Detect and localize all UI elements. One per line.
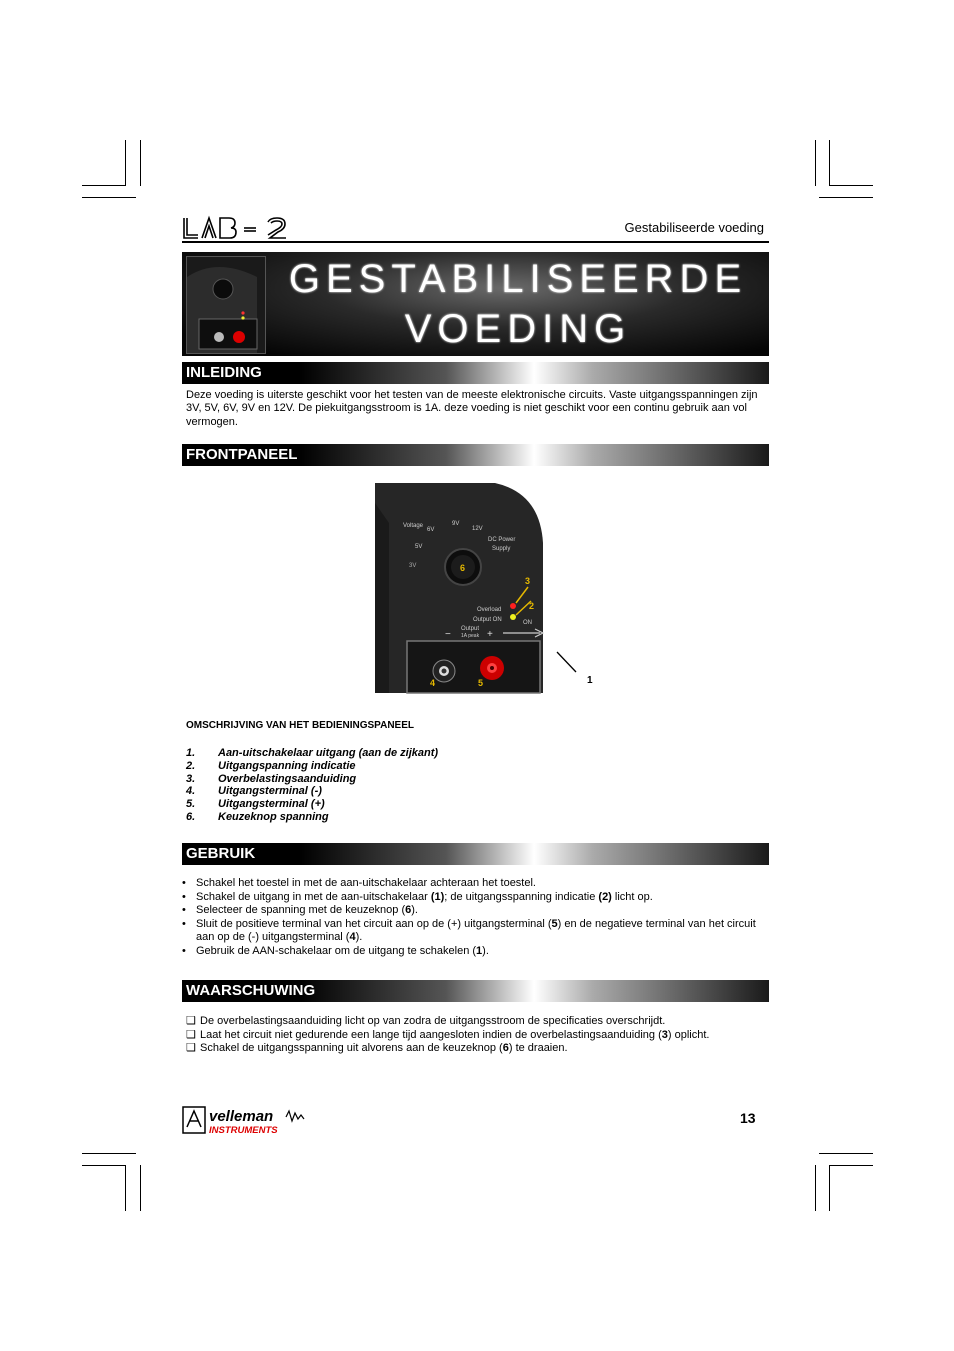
svg-text:velleman: velleman (209, 1108, 274, 1125)
panel-items-list (186, 747, 438, 824)
label-peak: 1A peak (461, 633, 480, 639)
callout-5: 5 (478, 678, 484, 688)
list-item: 6. Keuzeknop spanning (186, 810, 329, 823)
callout-1-pointer (552, 648, 602, 688)
callout-1: 1 (587, 675, 593, 686)
label-overload: Overload (477, 607, 502, 613)
list-item: 1. Aan-uitschakelaar uitgang (aan de zijkant) (186, 747, 439, 759)
label-6v: 6V (427, 527, 435, 533)
list-item: ❑ Laat het circuit niet gedurende een lange tijd aangesloten indien de overbelastingsaanduiding (3) oplicht. (186, 1028, 710, 1041)
header-rule (182, 241, 769, 243)
svg-text:INSTRUMENTS: INSTRUMENTS (209, 1125, 278, 1136)
label-output: Output (461, 626, 480, 632)
label-output-on: Output ON (473, 617, 502, 623)
lab2-logo (182, 214, 292, 242)
section-heading-warning: WAARSCHUWING (182, 980, 769, 1002)
label-supply: Supply (492, 546, 511, 552)
panel-description-title: OMSCHRIJVING VAN HET BEDIENINGSPANEEL (186, 720, 414, 731)
checkbox-icon: ❑ (186, 1042, 196, 1055)
checkbox-icon: ❑ (186, 1015, 196, 1027)
banner-product-thumbnail (186, 256, 266, 354)
list-item: • Selecteer de spanning met de keuzeknop (6). (182, 904, 418, 917)
title-banner (182, 252, 769, 356)
page-number: 13 (740, 1110, 756, 1126)
label-on: ON (523, 620, 532, 626)
list-item: • Gebruik de AAN-schakelaar om de uitgang te schakelen (1). (182, 944, 489, 957)
label-dc-power: DC Power (488, 537, 516, 543)
section-heading-front: FRONTPANEEL (182, 444, 769, 466)
list-item: 2. Uitgangspanning indicatie (186, 759, 356, 772)
checkbox-icon: ❑ (186, 1028, 196, 1041)
label-minus: − (445, 629, 451, 640)
list-item: 3. Overbelastingsaanduiding (186, 772, 357, 785)
label-12v: 12V (472, 526, 483, 532)
list-item: 4. Uitgangsterminal (-) (186, 785, 322, 798)
warning-list (186, 1015, 776, 1056)
callout-3: 3 (525, 576, 531, 586)
callout-6: 6 (460, 563, 466, 573)
label-voltage: Voltage (403, 523, 424, 529)
list-item: • Schakel het toestel in met de aan-uitschakelaar achteraan het toestel. (182, 877, 536, 889)
list-item: ❑ Schakel de uitgangsspanning uit alvorens aan de keuzeknop (6) te draaien. (186, 1042, 568, 1055)
label-3v: 3V (409, 563, 417, 569)
front-panel-photo (375, 483, 546, 703)
intro-text: Deze voeding is uiterste geschikt voor het testen van de meeste elektronische circuits. Vaste uitgangsspanningen zijn 3V, 5V, 6V, 9V en 12V. De piekuitgangsstroom is 1A. deze voeding is niet geschikt voor een continu gebruik aan vol vermogen. (186, 389, 758, 428)
callout-2: 2 (529, 601, 535, 611)
usage-list (182, 877, 772, 959)
label-plus: + (487, 629, 493, 640)
section-heading-usage: GEBRUIK (182, 843, 769, 865)
running-title: Gestabiliseerde voeding (624, 220, 764, 235)
banner-title: GESTABILISEERDE VOEDING (288, 257, 748, 351)
velleman-instruments-logo (182, 1105, 317, 1137)
list-item: • Schakel de uitgang in met de aan-uitschakelaar (1); de uitgangsspanning indicatie (2) licht op. (182, 890, 653, 903)
list-item: • Sluit de positieve terminal van het circuit aan op de (+) uitgangsterminal (5) en de negatieve terminal van het circuit aan op de (-) uitgangsterminal (4). (182, 917, 756, 944)
list-item: 5. Uitgangsterminal (+) (186, 798, 325, 811)
section-heading-intro: INLEIDING (182, 362, 769, 384)
list-item: ❑ De overbelastingsaanduiding licht op van zodra de uitgangsstroom de specificaties overschrijdt. (186, 1015, 666, 1027)
label-5v: 5V (415, 544, 423, 550)
callout-4: 4 (430, 678, 436, 688)
label-9v: 9V (452, 521, 460, 527)
